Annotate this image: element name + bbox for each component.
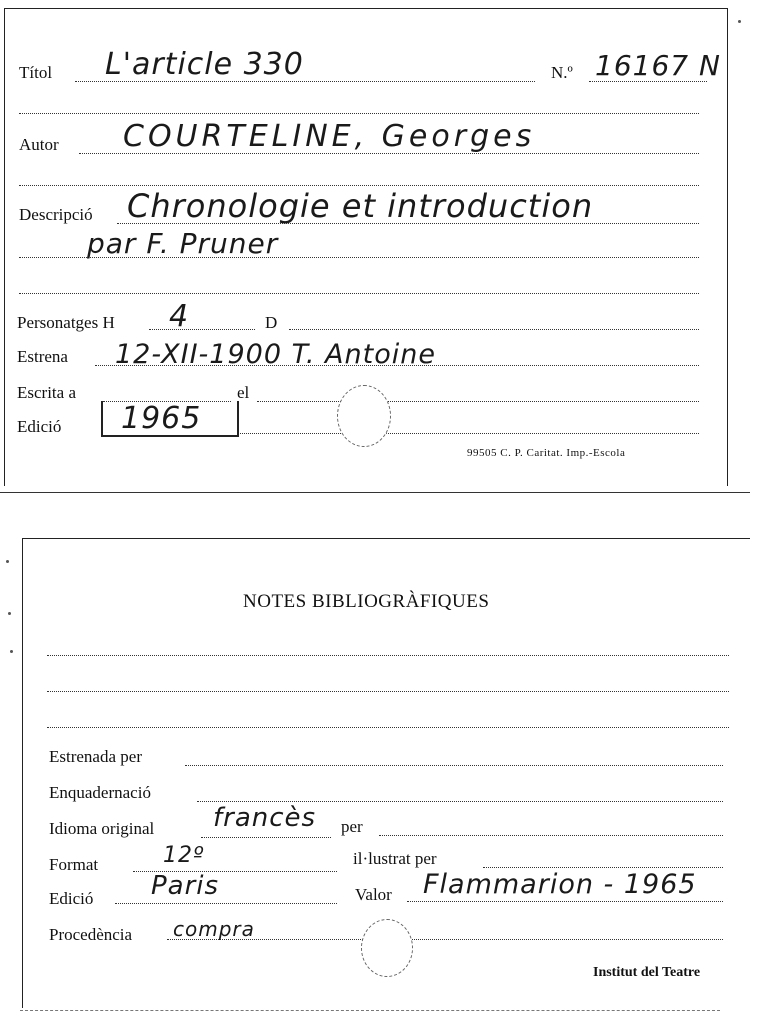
estrenada-label: Estrenada per xyxy=(49,747,142,766)
descripcio-label: Descripció xyxy=(19,205,93,224)
edicio-value: 1965 xyxy=(121,401,202,436)
el-label: el xyxy=(237,383,250,402)
procedencia-value: compra xyxy=(173,917,255,941)
numero-value: 16167 N xyxy=(595,49,721,82)
autor-label: Autor xyxy=(19,135,59,154)
per-label: per xyxy=(341,817,363,836)
valor-value: Flammarion - 1965 xyxy=(423,869,697,900)
format-value: 12º xyxy=(163,843,205,868)
autor-extra-line xyxy=(19,185,699,186)
per-dotted-line xyxy=(379,835,723,836)
back-edicio-label: Edició xyxy=(49,889,94,908)
titol-value: L'article 330 xyxy=(105,47,304,82)
front-card xyxy=(4,8,728,486)
descripcio-line-2: par F. Pruner xyxy=(87,227,279,260)
personatges-d-dotted-line xyxy=(289,329,699,330)
valor-dotted-line xyxy=(407,901,723,902)
printer-imprint: 99505 C. P. Caritat. Imp.-Escola xyxy=(467,447,626,459)
card-separator-line xyxy=(0,492,750,493)
notes-line-1 xyxy=(47,655,729,656)
numero-label: N.º xyxy=(551,63,573,82)
autor-value: COURTELINE, Georges xyxy=(123,119,536,154)
edicio-label: Edició xyxy=(17,417,62,436)
back-edicio-value: Paris xyxy=(151,871,220,901)
idioma-label: Idioma original xyxy=(49,819,155,838)
back-edicio-dotted-line xyxy=(115,903,337,904)
el-dotted-line xyxy=(257,401,699,402)
idioma-dotted-line xyxy=(201,837,331,838)
punch-hole xyxy=(337,385,391,447)
estrena-label: Estrena xyxy=(17,347,68,366)
format-label: Format xyxy=(49,855,99,874)
enquadernacio-label: Enquadernació xyxy=(49,783,151,802)
scan-speck xyxy=(738,20,741,23)
descripcio-extra-line xyxy=(19,293,699,294)
descripcio-line-1: Chronologie et introduction xyxy=(127,187,594,225)
back-heading: NOTES BIBLIOGRÀFIQUES xyxy=(243,591,490,612)
edicio-dotted-line xyxy=(237,433,699,434)
notes-line-3 xyxy=(47,727,729,728)
idioma-value: francès xyxy=(213,803,317,833)
titol-extra-line xyxy=(19,113,699,114)
escrita-label: Escrita a xyxy=(17,383,76,402)
enquadernacio-dotted-line xyxy=(197,801,723,802)
personatges-d-label: D xyxy=(265,313,278,332)
personatges-label: Personatges H xyxy=(17,313,115,332)
scan-speck xyxy=(8,612,11,615)
procedencia-label: Procedència xyxy=(49,925,133,944)
titol-label: Títol xyxy=(19,63,53,82)
personatges-h-value: 4 xyxy=(169,299,190,334)
institution-imprint: Institut del Teatre xyxy=(593,965,701,980)
valor-label: Valor xyxy=(355,885,392,904)
illustrat-dotted-line xyxy=(483,867,723,868)
personatges-h-dotted-line xyxy=(149,329,255,330)
bottom-edge xyxy=(20,1010,720,1011)
back-card xyxy=(22,538,750,1008)
estrena-value: 12-XII-1900 T. Antoine xyxy=(115,339,436,370)
scan-speck xyxy=(10,650,13,653)
scan-speck xyxy=(6,560,9,563)
estrenada-dotted-line xyxy=(185,765,723,766)
notes-line-2 xyxy=(47,691,729,692)
illustrat-label: il·lustrat per xyxy=(353,849,437,868)
punch-hole-back xyxy=(361,919,413,977)
